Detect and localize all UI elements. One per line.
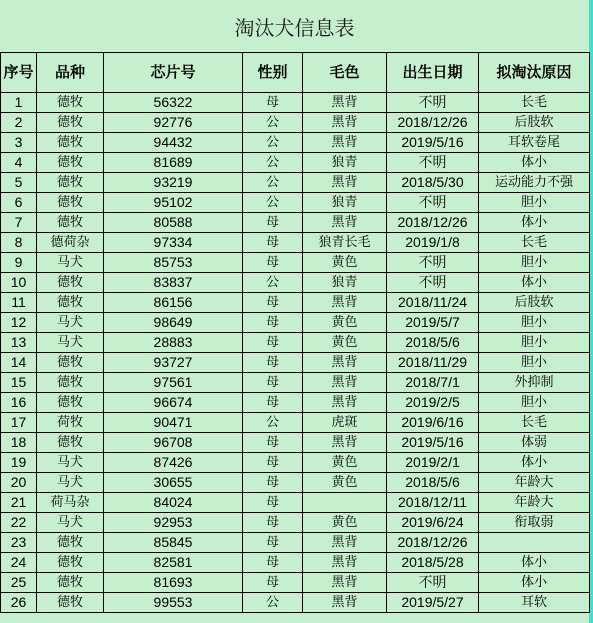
- cell-sex[interactable]: 公: [243, 273, 303, 293]
- cell-sex[interactable]: 公: [243, 173, 303, 193]
- cell-coat[interactable]: 黑背: [303, 93, 387, 113]
- cell-chip[interactable]: 82581: [104, 553, 243, 573]
- cell-breed[interactable]: 荷马杂: [37, 493, 104, 513]
- cell-birthdate[interactable]: 不明: [387, 193, 479, 213]
- cell-chip[interactable]: 94432: [104, 133, 243, 153]
- table-row: [1, 193, 590, 213]
- cell-birthdate[interactable]: 2019/5/16: [387, 133, 479, 153]
- header-seq[interactable]: 序号: [1, 53, 37, 93]
- cell-reason[interactable]: 后肢软: [479, 113, 590, 133]
- cell-reason[interactable]: 体小: [479, 573, 590, 593]
- cell-reason[interactable]: 体小: [479, 453, 590, 473]
- cell-coat[interactable]: 黄色: [303, 333, 387, 353]
- cell-breed[interactable]: 德牧: [37, 113, 104, 133]
- cell-coat[interactable]: 黑背: [303, 293, 387, 313]
- cell-chip[interactable]: 92953: [104, 513, 243, 533]
- cell-breed[interactable]: 马犬: [37, 313, 104, 333]
- table-row: [1, 173, 590, 193]
- cell-chip[interactable]: 28883: [104, 333, 243, 353]
- cell-sex[interactable]: 母: [243, 333, 303, 353]
- cell-birthdate[interactable]: 2019/5/27: [387, 593, 479, 613]
- cell-reason[interactable]: 胆小: [479, 353, 590, 373]
- table-row: [1, 553, 590, 573]
- cell-birthdate[interactable]: 不明: [387, 573, 479, 593]
- cell-breed[interactable]: 马犬: [37, 333, 104, 353]
- table-row: [1, 573, 590, 593]
- header-birthdate[interactable]: 出生日期: [387, 53, 479, 93]
- cell-sex[interactable]: 母: [243, 513, 303, 533]
- cell-coat[interactable]: 黄色: [303, 473, 387, 493]
- cell-coat[interactable]: 狼青: [303, 153, 387, 173]
- cell-sex[interactable]: 母: [243, 373, 303, 393]
- cell-seq[interactable]: 15: [1, 373, 37, 393]
- header-breed[interactable]: 品种: [37, 53, 104, 93]
- cell-reason[interactable]: 胆小: [479, 333, 590, 353]
- cell-reason[interactable]: 运动能力不强: [479, 173, 590, 193]
- cell-reason[interactable]: 长毛: [479, 233, 590, 253]
- cell-breed[interactable]: 德牧: [37, 193, 104, 213]
- cell-seq[interactable]: 5: [1, 173, 37, 193]
- table-row: [1, 433, 590, 453]
- cell-birthdate[interactable]: 2018/5/30: [387, 173, 479, 193]
- table-row: [1, 353, 590, 373]
- cell-coat[interactable]: 黑背: [303, 353, 387, 373]
- cell-chip[interactable]: 98649: [104, 313, 243, 333]
- cell-breed[interactable]: 德牧: [37, 373, 104, 393]
- cell-coat[interactable]: 狼青: [303, 273, 387, 293]
- cell-sex[interactable]: 母: [243, 293, 303, 313]
- cell-chip[interactable]: 95102: [104, 193, 243, 213]
- cell-birthdate[interactable]: 2018/12/26: [387, 533, 479, 553]
- cell-chip[interactable]: 83837: [104, 273, 243, 293]
- cell-seq[interactable]: 16: [1, 393, 37, 413]
- cell-reason[interactable]: 胆小: [479, 393, 590, 413]
- cell-breed[interactable]: 马犬: [37, 253, 104, 273]
- cell-chip[interactable]: 93219: [104, 173, 243, 193]
- table-row: [1, 513, 590, 533]
- cell-sex[interactable]: 母: [243, 433, 303, 453]
- cell-breed[interactable]: 德牧: [37, 553, 104, 573]
- cell-seq[interactable]: 23: [1, 533, 37, 553]
- table-row: [1, 293, 590, 313]
- table-row: [1, 373, 590, 393]
- table-row: [1, 493, 590, 513]
- table-row: [1, 473, 590, 493]
- header-chip[interactable]: 芯片号: [104, 53, 243, 93]
- header-sex[interactable]: 性别: [243, 53, 303, 93]
- cell-sex[interactable]: 母: [243, 573, 303, 593]
- cell-chip[interactable]: 96674: [104, 393, 243, 413]
- cell-reason[interactable]: 胆小: [479, 193, 590, 213]
- cell-coat[interactable]: 黄色: [303, 313, 387, 333]
- cell-chip[interactable]: 92776: [104, 113, 243, 133]
- cell-birthdate[interactable]: 2019/2/1: [387, 453, 479, 473]
- cell-reason[interactable]: 胆小: [479, 313, 590, 333]
- cell-reason[interactable]: 衔取弱: [479, 513, 590, 533]
- cell-seq[interactable]: 7: [1, 213, 37, 233]
- cell-coat[interactable]: 黄色: [303, 513, 387, 533]
- cell-reason[interactable]: 体小: [479, 273, 590, 293]
- cell-reason[interactable]: 年龄大: [479, 493, 590, 513]
- cell-seq[interactable]: 25: [1, 573, 37, 593]
- cell-breed[interactable]: 德牧: [37, 173, 104, 193]
- cell-sex[interactable]: 公: [243, 413, 303, 433]
- cell-chip[interactable]: 80588: [104, 213, 243, 233]
- cell-birthdate[interactable]: 2018/5/6: [387, 473, 479, 493]
- cell-chip[interactable]: 30655: [104, 473, 243, 493]
- cell-coat[interactable]: 黑背: [303, 373, 387, 393]
- cell-breed[interactable]: 德牧: [37, 153, 104, 173]
- cell-birthdate[interactable]: 2018/12/11: [387, 493, 479, 513]
- cell-coat[interactable]: [303, 493, 387, 513]
- cell-seq[interactable]: 13: [1, 333, 37, 353]
- cell-seq[interactable]: 19: [1, 453, 37, 473]
- table-row: [1, 153, 590, 173]
- cell-reason[interactable]: 年龄大: [479, 473, 590, 493]
- cell-sex[interactable]: 公: [243, 153, 303, 173]
- cell-sex[interactable]: 母: [243, 473, 303, 493]
- cell-birthdate[interactable]: 2019/6/24: [387, 513, 479, 533]
- cell-chip[interactable]: 93727: [104, 353, 243, 373]
- cell-seq[interactable]: 11: [1, 293, 37, 313]
- cell-seq[interactable]: 21: [1, 493, 37, 513]
- cell-coat[interactable]: 黄色: [303, 453, 387, 473]
- table-row: [1, 533, 590, 553]
- cell-sex[interactable]: 母: [243, 453, 303, 473]
- cell-birthdate[interactable]: 不明: [387, 253, 479, 273]
- cell-coat[interactable]: 黑背: [303, 433, 387, 453]
- cell-seq[interactable]: 2: [1, 113, 37, 133]
- cell-reason[interactable]: 长毛: [479, 93, 590, 113]
- cell-seq[interactable]: 6: [1, 193, 37, 213]
- cell-coat[interactable]: 黑背: [303, 213, 387, 233]
- cell-coat[interactable]: 黑背: [303, 133, 387, 153]
- table-row: [1, 413, 590, 433]
- cell-birthdate[interactable]: 2019/5/16: [387, 433, 479, 453]
- cell-birthdate[interactable]: 不明: [387, 153, 479, 173]
- cell-coat[interactable]: 黑背: [303, 393, 387, 413]
- cell-chip[interactable]: 96708: [104, 433, 243, 453]
- cell-birthdate[interactable]: 不明: [387, 93, 479, 113]
- table-row: [1, 253, 590, 273]
- cell-sex[interactable]: 母: [243, 533, 303, 553]
- cell-reason[interactable]: 长毛: [479, 413, 590, 433]
- cell-chip[interactable]: 97334: [104, 233, 243, 253]
- header-row: [1, 53, 590, 93]
- cell-birthdate[interactable]: 2018/5/28: [387, 553, 479, 573]
- cell-breed[interactable]: 德牧: [37, 353, 104, 373]
- cell-coat[interactable]: 黑背: [303, 113, 387, 133]
- cell-breed[interactable]: 德荷杂: [37, 233, 104, 253]
- table-row: [1, 93, 590, 113]
- cell-reason[interactable]: 体小: [479, 553, 590, 573]
- cell-chip[interactable]: 81693: [104, 573, 243, 593]
- cell-seq[interactable]: 9: [1, 253, 37, 273]
- cell-birthdate[interactable]: 2018/5/6: [387, 333, 479, 353]
- cell-chip[interactable]: 87426: [104, 453, 243, 473]
- cell-chip[interactable]: 84024: [104, 493, 243, 513]
- cell-breed[interactable]: 荷牧: [37, 413, 104, 433]
- cell-reason[interactable]: [479, 533, 590, 553]
- cell-sex[interactable]: 公: [243, 593, 303, 613]
- cell-seq[interactable]: 14: [1, 353, 37, 373]
- cell-chip[interactable]: 85753: [104, 253, 243, 273]
- cell-coat[interactable]: 狼青长毛: [303, 233, 387, 253]
- cell-breed[interactable]: 德牧: [37, 573, 104, 593]
- cell-breed[interactable]: 马犬: [37, 473, 104, 493]
- cell-birthdate[interactable]: 2018/12/26: [387, 113, 479, 133]
- cell-sex[interactable]: 公: [243, 133, 303, 153]
- table-row: [1, 233, 590, 253]
- cell-coat[interactable]: 黑背: [303, 573, 387, 593]
- cell-seq[interactable]: 20: [1, 473, 37, 493]
- cell-chip[interactable]: 90471: [104, 413, 243, 433]
- cell-seq[interactable]: 12: [1, 313, 37, 333]
- cell-birthdate[interactable]: 2019/5/7: [387, 313, 479, 333]
- cell-sex[interactable]: 母: [243, 353, 303, 373]
- cell-breed[interactable]: 马犬: [37, 513, 104, 533]
- cell-coat[interactable]: 黑背: [303, 593, 387, 613]
- cell-reason[interactable]: 体小: [479, 153, 590, 173]
- cell-birthdate[interactable]: 2018/12/26: [387, 213, 479, 233]
- cell-breed[interactable]: 德牧: [37, 133, 104, 153]
- cell-birthdate[interactable]: 2019/6/16: [387, 413, 479, 433]
- cell-birthdate[interactable]: 2018/11/24: [387, 293, 479, 313]
- cell-seq[interactable]: 1: [1, 93, 37, 113]
- cell-seq[interactable]: 18: [1, 433, 37, 453]
- cell-coat[interactable]: 虎斑: [303, 413, 387, 433]
- cell-breed[interactable]: 德牧: [37, 593, 104, 613]
- cell-sex[interactable]: 母: [243, 313, 303, 333]
- cell-reason[interactable]: 耳软卷尾: [479, 133, 590, 153]
- cell-sex[interactable]: 母: [243, 233, 303, 253]
- table-title: 淘汰犬信息表: [0, 0, 589, 53]
- table-row: [1, 273, 590, 293]
- dog-info-table: [0, 52, 590, 613]
- cell-sex[interactable]: 母: [243, 553, 303, 573]
- table-row: [1, 333, 590, 353]
- cell-coat[interactable]: 黑背: [303, 553, 387, 573]
- cell-seq[interactable]: 22: [1, 513, 37, 533]
- cell-coat[interactable]: 黑背: [303, 533, 387, 553]
- cell-sex[interactable]: 公: [243, 193, 303, 213]
- cell-sex[interactable]: 公: [243, 113, 303, 133]
- cell-reason[interactable]: 后肢软: [479, 293, 590, 313]
- cell-seq[interactable]: 24: [1, 553, 37, 573]
- table-row: [1, 453, 590, 473]
- cell-seq[interactable]: 10: [1, 273, 37, 293]
- cell-birthdate[interactable]: 2019/2/5: [387, 393, 479, 413]
- cell-coat[interactable]: 狼青: [303, 193, 387, 213]
- table-row: [1, 313, 590, 333]
- table-row: [1, 213, 590, 233]
- header-coat[interactable]: 毛色: [303, 53, 387, 93]
- table-row: [1, 113, 590, 133]
- cell-reason[interactable]: 耳软: [479, 593, 590, 613]
- cell-breed[interactable]: 德牧: [37, 393, 104, 413]
- table-row: [1, 133, 590, 153]
- cell-breed[interactable]: 马犬: [37, 453, 104, 473]
- cell-sex[interactable]: 母: [243, 93, 303, 113]
- cell-seq[interactable]: 8: [1, 233, 37, 253]
- header-reason[interactable]: 拟淘汰原因: [479, 53, 590, 93]
- cell-breed[interactable]: 德牧: [37, 533, 104, 553]
- cell-coat[interactable]: 黄色: [303, 253, 387, 273]
- cell-birthdate[interactable]: 2019/1/8: [387, 233, 479, 253]
- cell-seq[interactable]: 4: [1, 153, 37, 173]
- cell-chip[interactable]: 86156: [104, 293, 243, 313]
- cell-reason[interactable]: 胆小: [479, 253, 590, 273]
- cell-coat[interactable]: 黑背: [303, 173, 387, 193]
- cell-birthdate[interactable]: 2018/7/1: [387, 373, 479, 393]
- cell-seq[interactable]: 26: [1, 593, 37, 613]
- cell-chip[interactable]: 81689: [104, 153, 243, 173]
- cell-sex[interactable]: 母: [243, 493, 303, 513]
- cell-breed[interactable]: 德牧: [37, 213, 104, 233]
- cell-chip[interactable]: 85845: [104, 533, 243, 553]
- cell-chip[interactable]: 97561: [104, 373, 243, 393]
- cell-breed[interactable]: 德牧: [37, 93, 104, 113]
- cell-breed[interactable]: 德牧: [37, 273, 104, 293]
- cell-seq[interactable]: 3: [1, 133, 37, 153]
- cell-sex[interactable]: 母: [243, 213, 303, 233]
- cell-seq[interactable]: 17: [1, 413, 37, 433]
- cell-chip[interactable]: 56322: [104, 93, 243, 113]
- cell-sex[interactable]: 母: [243, 393, 303, 413]
- cell-reason[interactable]: 体小: [479, 213, 590, 233]
- cell-sex[interactable]: 母: [243, 253, 303, 273]
- table-row: [1, 393, 590, 413]
- cell-reason[interactable]: 体弱: [479, 433, 590, 453]
- cell-birthdate[interactable]: 不明: [387, 273, 479, 293]
- cell-birthdate[interactable]: 2018/11/29: [387, 353, 479, 373]
- cell-breed[interactable]: 德牧: [37, 293, 104, 313]
- cell-breed[interactable]: 德牧: [37, 433, 104, 453]
- cell-reason[interactable]: 外抑制: [479, 373, 590, 393]
- table-row: [1, 593, 590, 613]
- cell-chip[interactable]: 99553: [104, 593, 243, 613]
